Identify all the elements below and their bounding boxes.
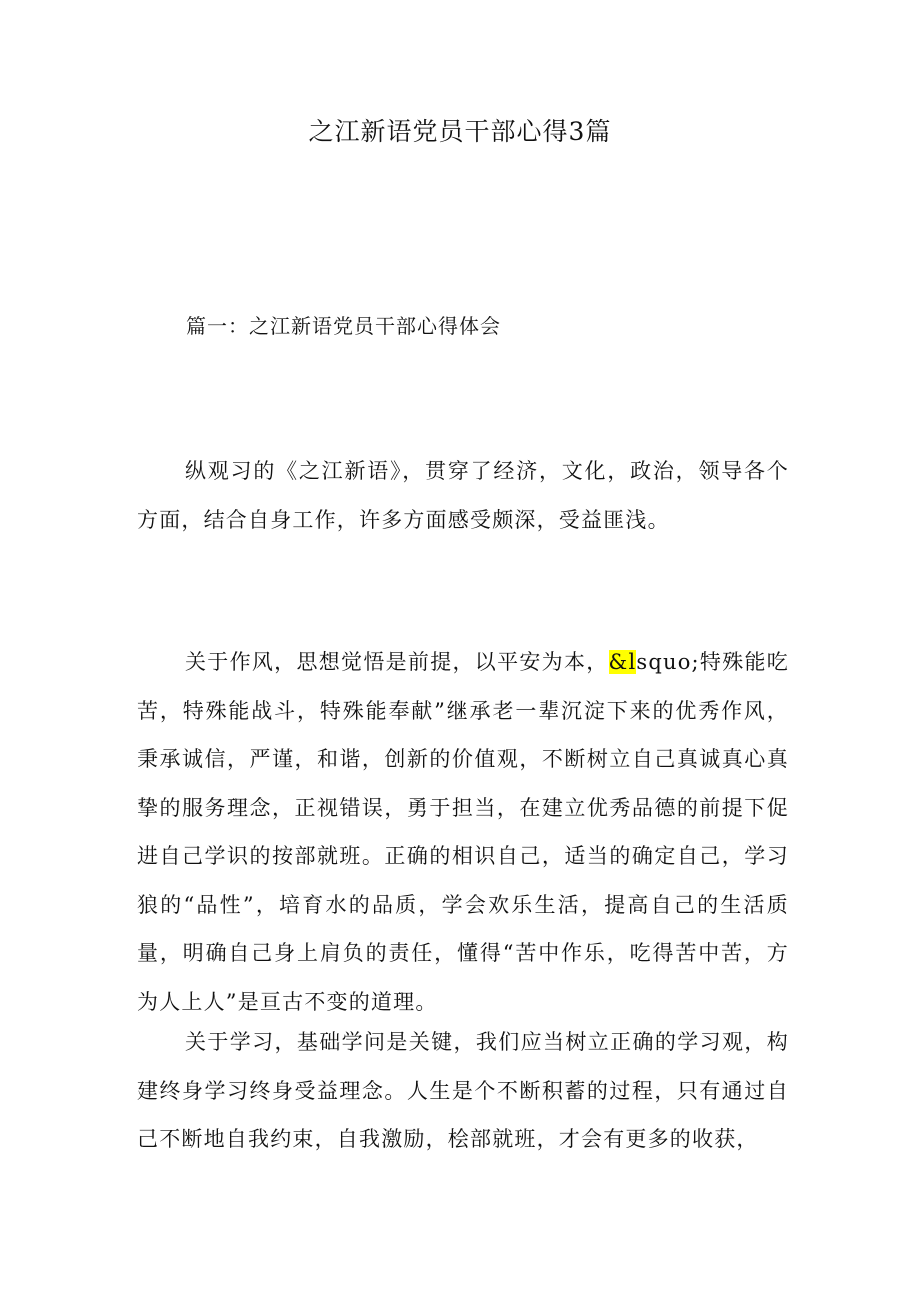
highlighted-text: &l — [608, 650, 637, 674]
paragraph-intro: 纵观习的《之江新语》，贯穿了经济，文化，政治，领导各个方面，结合自身工作，许多方面感受颇深，受益匪浅。 — [137, 459, 789, 532]
paragraph-study: 关于学习，基础学问是关键，我们应当树立正确的学习观，构建终身学习终身受益理念。人生是个不断积蓄的过程，只有通过自己不断地自我约束，自我激励，桧部就班，才会有更多的收获， — [137, 1030, 789, 1151]
section-heading: 篇一：之江新语党员干部心得体会 — [186, 314, 501, 338]
page-title: 之江新语党员干部心得3篇 — [308, 117, 612, 146]
paragraph-style-text-end: squo;特殊能吃苦，特殊能战斗，特殊能奉献”继承老一辈沉淀下来的优秀作风，秉承诚信，严谨，和谐，创新的价值观，不断树立自己真诚真心真挚的服务理念，正视错误，勇于担当，在建立优秀品德的前提下促进自己学识的按部就班。正确的相识自己，适当的确定自己，学习狼的“品性”，培育水的品质，学会欢乐生活，提高自己的生活质量，明确自己身上肩负的责任，懂得“苦中作乐，吃得苦中苦，方为人上人”是亘古不变的道理。 — [137, 650, 789, 1014]
paragraph-style — [137, 638, 789, 1026]
paragraph-style-text-start: 关于作风，思想觉悟是前提，以平安为本， — [185, 650, 609, 674]
